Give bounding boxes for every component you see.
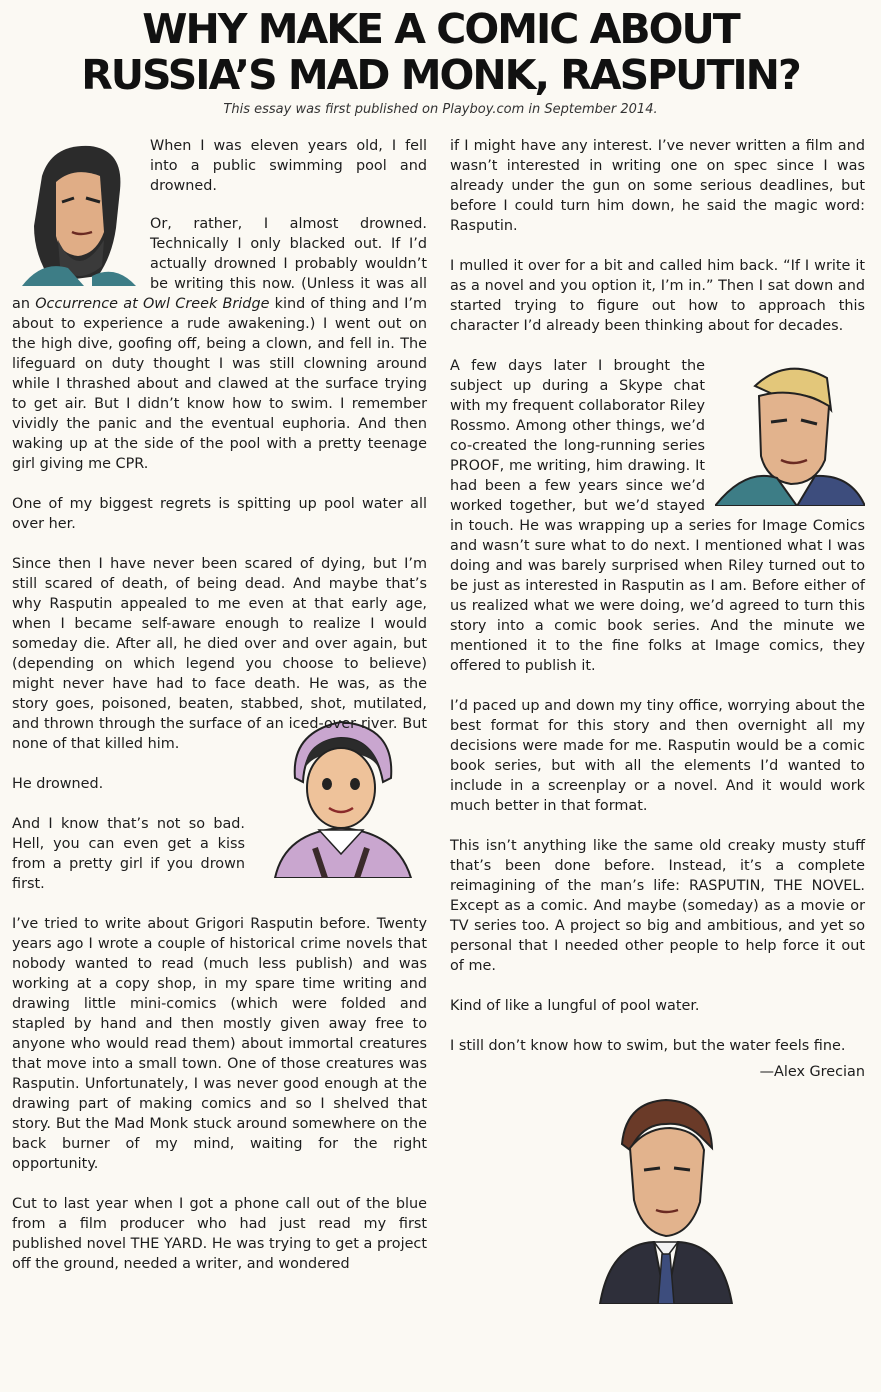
page-title bbox=[0, 0, 881, 98]
left-paragraph-8: Cut to last year when I got a phone call out of the blue from a film producer who had just read my first published novel THE YARD. He was trying to get a project off the ground, needed a writer, and wondered bbox=[12, 1196, 427, 1272]
title-line-1: WHY MAKE A COMIC ABOUT bbox=[142, 5, 739, 53]
right-paragraph-1: if I might have any interest. I’ve never written a film and wasn’t interested in writing one on spec since I was already under the gun on some serious deadlines, but before I could turn him down, he said the magic word: Rasputin. bbox=[450, 138, 865, 234]
right-column bbox=[450, 136, 865, 1304]
right-paragraph-2: I mulled it over for a bit and called him back. “If I write it as a novel and you option it, I’m in.” Then I sat down and started trying to figure out how to approach this character I’d already been thinking about for decades. bbox=[450, 258, 865, 334]
left-paragraph-2: Or, rather, I almost drowned. Technically I only blacked out. If I’d actually drowned I probably wouldn’t be writing this now. (Unless it was all an Occurrence at Owl Creek Bridge kind of thing and I’m about to experience a rude awakening.) I went out on the high dive, goofing off, being a clown, and fell in. The lifeguard on duty thought I was still clowning around while I thrashed about and clawed at the surface trying to get air. But I didn’t know how to swim. I remember vividly the panic and the eventual euphoria. And then waking up at the side of the pool with a pretty teenage girl giving me CPR. bbox=[12, 216, 427, 472]
blond-man-portrait bbox=[715, 356, 865, 506]
left-paragraph-3: One of my biggest regrets is spitting up pool water all over her. bbox=[12, 496, 427, 532]
author-signature: —Alex Grecian bbox=[759, 1064, 865, 1080]
left-paragraph-4: Since then I have never been scared of dying, but I’m still scared of death, of being dead. And maybe that’s why Rasputin appealed to me even at that early age, when I became self-aware enough to realize I would someday die. After all, he died over and over again, but (depending on which legend you choose to believe) might never have had to face death. He was, as the story goes, poisoned, beaten, stabbed, shot, mutilated, and thrown through the surface of an iced-over river. But none of that killed him. bbox=[12, 556, 427, 752]
book-title-reference: Occurrence at Owl Creek Bridge bbox=[35, 296, 270, 312]
right-paragraph-4: I’d paced up and down my tiny office, worrying about the best format for this story and then overnight all my decisions were made for me. Rasputin would be a comic book series, but with all the elements I’d wanted to include in a screenplay or a novel. And it would work much better in that format. bbox=[450, 698, 865, 814]
left-paragraph-7: I’ve tried to write about Grigori Rasputin before. Twenty years ago I wrote a couple of historical crime novels that nobody wanted to read (much less publish) and was working at a copy shop, in my spare time writing and drawing little mini-comics (which were folded and stapled by hand and then mostly given away free to anyone who would read them) about immortal creatures that move into a small town. One of those creatures was Rasputin. Unfortunately, I was never good enough at the drawing part of making comics and so I shelved that story. But the Mad Monk stuck around somewhere on the back burner of my mind, waiting for the right opportunity. bbox=[12, 916, 427, 1172]
right-paragraph-7: I still don’t know how to swim, but the water feels fine. bbox=[450, 1038, 846, 1054]
left-column bbox=[12, 136, 427, 1294]
publication-note: This essay was first published on Playboy.com in September 2014. bbox=[223, 102, 658, 117]
rasputin-portrait bbox=[12, 136, 142, 286]
left-paragraph-6: And I know that’s not so bad. Hell, you can even get a kiss from a pretty girl if you drown first. bbox=[12, 816, 245, 892]
right-paragraph-3: A few days later I brought the subject up during a Skype chat with my frequent collaborator Riley Rossmo. Among other things, we’d co-created the long-running series PROOF, me writing, him drawing. It had been a few years since we’d worked together, but we’d stayed in touch. He was wrapping up a series for Image Comics and wasn’t sure what to do next. I mentioned what I was doing and was barely surprised when Riley turned out to be just as interested in Rasputin as I am. Before either of us realized what we were doing, we’d agreed to turn this story into a comic book series. And the minute we mentioned it to the fine folks at Image comics, they offered to publish it. bbox=[450, 358, 865, 674]
left-paragraph-1: When I was eleven years old, I fell into a public swimming pool and drowned. bbox=[150, 138, 427, 194]
right-paragraph-5: This isn’t anything like the same old creaky musty stuff that’s been done before. Instead, it’s a complete reimagining of the man’s life: RASPUTIN, THE NOVEL. Except as a comic. And maybe (someday) as a movie or TV series too. A project so big and ambitious, and yet so personal that I needed other people to help force it out of me. bbox=[450, 838, 865, 974]
author-portrait bbox=[590, 1094, 740, 1304]
title-line-2: RUSSIA’S MAD MONK, RASPUTIN? bbox=[81, 51, 800, 99]
left-paragraph-5: He drowned. bbox=[12, 776, 104, 792]
right-paragraph-6: Kind of like a lungful of pool water. bbox=[450, 998, 700, 1014]
